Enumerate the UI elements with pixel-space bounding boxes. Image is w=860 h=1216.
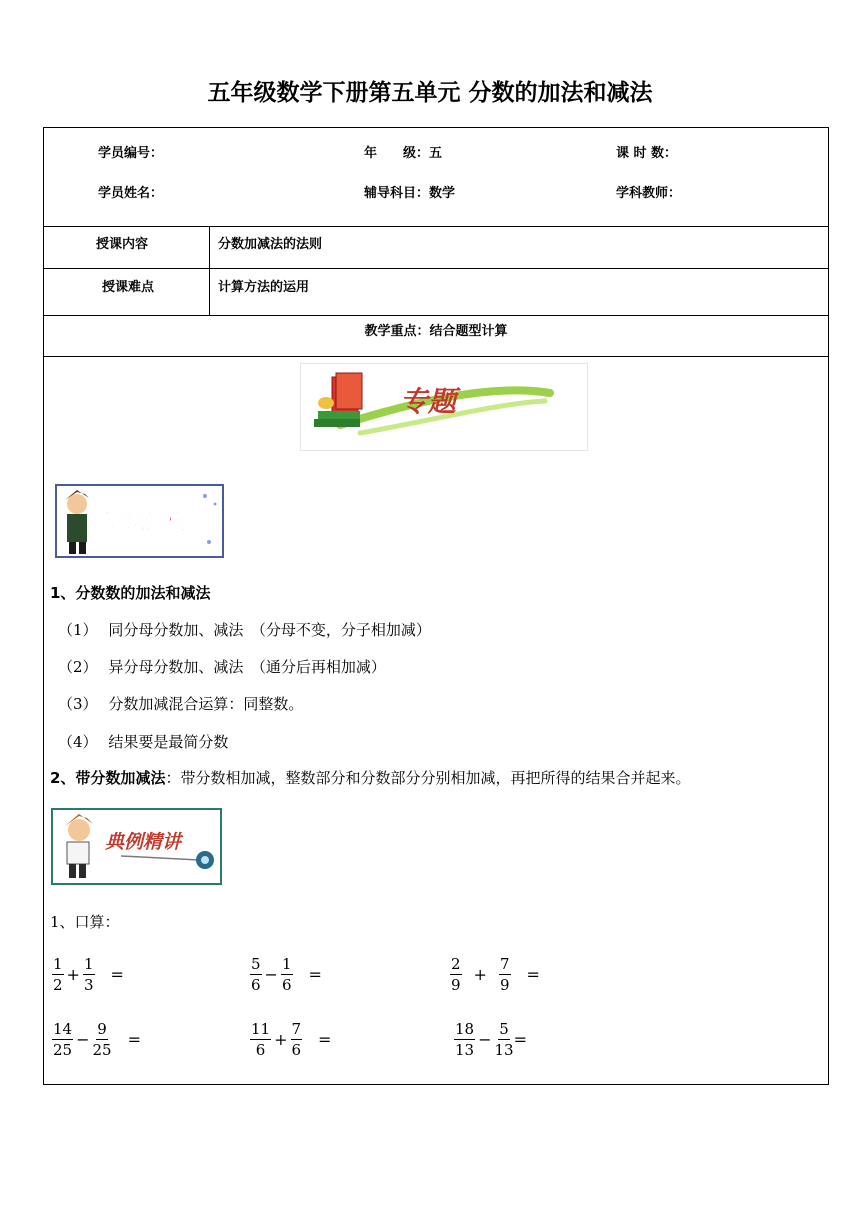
fraction: $\frac{9}{25}$ bbox=[92, 1020, 112, 1059]
knowledge-banner-label: 知识结构 bbox=[103, 510, 187, 534]
fraction-expression bbox=[250, 1020, 331, 1059]
knowledge-item-number: （3） bbox=[58, 695, 98, 713]
fraction-expression bbox=[250, 955, 322, 994]
topic-banner-label: 专题 bbox=[400, 385, 457, 418]
operator: + bbox=[274, 1030, 288, 1049]
lesson-table bbox=[43, 127, 829, 1085]
fraction-expression bbox=[454, 1020, 527, 1059]
fraction: $\frac{1}{2}$ bbox=[53, 955, 63, 994]
difficulty-divider bbox=[209, 269, 210, 315]
exercise-heading: 1、口算： bbox=[50, 913, 120, 931]
fraction: $\frac{11}{6}$ bbox=[251, 1020, 271, 1059]
knowledge-item-text: 异分母分数加、减法 （通分后再相加减） bbox=[108, 658, 386, 676]
operator: + bbox=[473, 965, 487, 984]
operator: + bbox=[66, 965, 80, 984]
knowledge-item-number: （1） bbox=[58, 621, 98, 639]
operator: − bbox=[76, 1030, 90, 1049]
subject-label: 辅导科目：数学 bbox=[364, 186, 456, 201]
fraction: $\frac{18}{13}$ bbox=[455, 1020, 475, 1059]
operator: − bbox=[264, 965, 278, 984]
fraction: $\frac{14}{25}$ bbox=[53, 1020, 73, 1059]
operator: − bbox=[478, 1030, 492, 1049]
knowledge-item-text: 分数加减混合运算：同整数。 bbox=[108, 695, 304, 713]
knowledge-item bbox=[58, 619, 431, 640]
content-divider bbox=[209, 227, 210, 268]
fraction: $\frac{5}{6}$ bbox=[251, 955, 261, 994]
fraction: $\frac{7}{6}$ bbox=[291, 1020, 302, 1059]
fraction: $\frac{5}{13}$ bbox=[494, 1020, 514, 1059]
fraction-expression bbox=[450, 955, 540, 994]
fraction-expression bbox=[52, 955, 124, 994]
page-title: 五年级数学下册第五单元 分数的加法和减法 bbox=[207, 80, 653, 106]
fraction-expression bbox=[52, 1020, 141, 1059]
teacher-label: 学科教师： bbox=[616, 186, 682, 201]
knowledge-item bbox=[58, 656, 386, 677]
examples-banner-label: 典例精讲 bbox=[105, 831, 182, 853]
content-row bbox=[44, 227, 828, 269]
knowledge-banner bbox=[55, 484, 224, 558]
fraction: $\frac{2}{9}$ bbox=[451, 955, 461, 994]
equals-sign: = bbox=[110, 965, 124, 984]
knowledge-item-text: 结果要是最简分数 bbox=[108, 733, 229, 751]
equals-sign: = bbox=[513, 1030, 527, 1049]
fraction: $\frac{1}{6}$ bbox=[281, 955, 292, 994]
equals-sign: = bbox=[127, 1030, 141, 1049]
equals-sign: = bbox=[318, 1030, 332, 1049]
knowledge-item-number: （2） bbox=[58, 658, 98, 676]
info-row bbox=[44, 128, 828, 227]
knowledge-item bbox=[58, 731, 228, 752]
knowledge-item-number: （4） bbox=[58, 733, 98, 751]
difficulty-value: 计算方法的运用 bbox=[218, 280, 310, 295]
topic-banner bbox=[300, 363, 588, 451]
content-value: 分数加减法的法则 bbox=[218, 237, 323, 252]
knowledge-item bbox=[58, 693, 303, 714]
knowledge-item-text: 同分母分数加、减法 （分母不变，分子相加减） bbox=[108, 621, 431, 639]
grade-label: 年 级：五 bbox=[364, 146, 443, 161]
focus-row bbox=[44, 316, 828, 357]
student-name-label: 学员姓名： bbox=[98, 186, 164, 201]
mixed-number-rule-label: 2、带分数加减法 bbox=[50, 769, 166, 787]
examples-banner bbox=[51, 808, 222, 885]
mixed-number-rule bbox=[50, 767, 690, 788]
equals-sign: = bbox=[526, 965, 540, 984]
content-label: 授课内容 bbox=[96, 237, 149, 252]
focus-text: 教学重点：结合题型计算 bbox=[364, 324, 508, 339]
fraction: $\frac{1}{3}$ bbox=[83, 955, 94, 994]
equals-sign: = bbox=[308, 965, 322, 984]
difficulty-row bbox=[44, 269, 828, 316]
lesson-count-label: 课 时 数： bbox=[616, 146, 678, 161]
knowledge-heading: 1、分数数的加法和减法 bbox=[50, 584, 211, 602]
student-id-label: 学员编号： bbox=[98, 146, 164, 161]
fraction: $\frac{7}{9}$ bbox=[499, 955, 510, 994]
mixed-number-rule-text: ：带分数相加减，整数部分和分数部分分别相加减，再把所得的结果合并起来。 bbox=[165, 769, 691, 787]
difficulty-label: 授课难点 bbox=[102, 280, 155, 295]
